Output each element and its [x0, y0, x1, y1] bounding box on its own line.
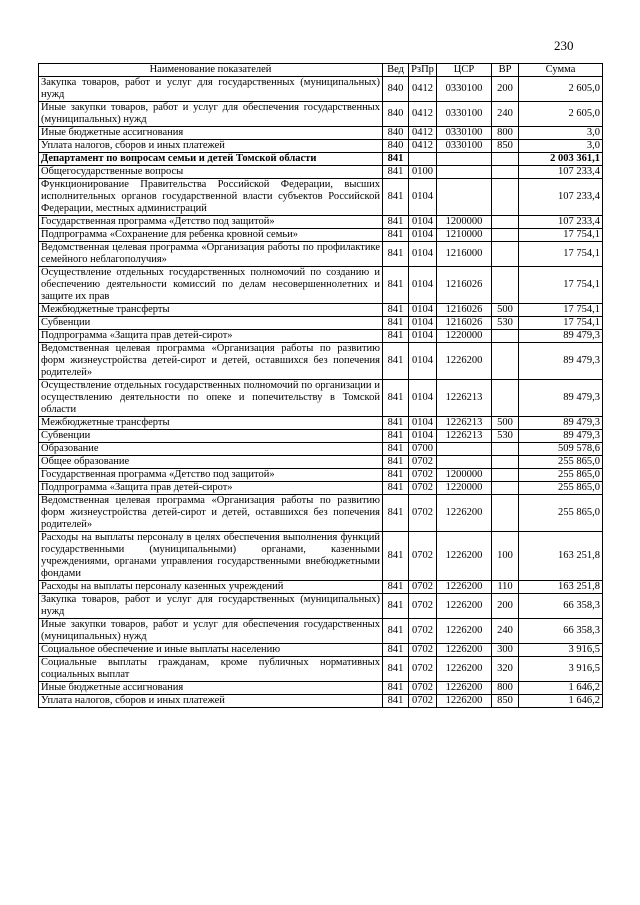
cell-sum: 163 251,8: [519, 532, 603, 581]
cell-csr: 0330100: [437, 127, 492, 140]
cell-sum: 17 754,1: [519, 304, 603, 317]
cell-rzpr: 0104: [409, 242, 437, 267]
cell-rzpr: 0702: [409, 469, 437, 482]
cell-name: Расходы на выплаты персоналу казенных учреждений: [39, 581, 383, 594]
cell-csr: 1210000: [437, 229, 492, 242]
cell-csr: [437, 443, 492, 456]
table-row: [39, 417, 603, 430]
cell-ved: 841: [383, 657, 409, 682]
cell-rzpr: 0702: [409, 482, 437, 495]
cell-ved: 840: [383, 127, 409, 140]
cell-name: Уплата налогов, сборов и иных платежей: [39, 140, 383, 153]
cell-ved: 841: [383, 229, 409, 242]
cell-vr: 240: [492, 102, 519, 127]
cell-ved: 841: [383, 644, 409, 657]
cell-csr: 1220000: [437, 330, 492, 343]
cell-csr: 1226200: [437, 682, 492, 695]
cell-vr: [492, 216, 519, 229]
cell-vr: [492, 380, 519, 417]
cell-rzpr: 0702: [409, 456, 437, 469]
cell-name: Межбюджетные трансферты: [39, 417, 383, 430]
cell-sum: 3 916,5: [519, 657, 603, 682]
cell-ved: 841: [383, 456, 409, 469]
cell-vr: 500: [492, 304, 519, 317]
cell-ved: 841: [383, 443, 409, 456]
table-row: [39, 443, 603, 456]
cell-ved: 841: [383, 179, 409, 216]
cell-name: Социальные выплаты гражданам, кроме публичных нормативных социальных выплат: [39, 657, 383, 682]
table-row: [39, 330, 603, 343]
header-csr: ЦСР: [437, 64, 492, 77]
table-row: [39, 166, 603, 179]
cell-sum: 163 251,8: [519, 581, 603, 594]
cell-ved: 841: [383, 594, 409, 619]
cell-csr: 1226200: [437, 594, 492, 619]
cell-sum: 89 479,3: [519, 343, 603, 380]
page-number: 230: [554, 38, 574, 53]
cell-name: Ведомственная целевая программа «Организация работы по профилактике семейного неблагополучия»: [39, 242, 383, 267]
cell-vr: [492, 482, 519, 495]
table-row: [39, 216, 603, 229]
cell-sum: 2 003 361,1: [519, 153, 603, 166]
header-rzpr: РзПр: [409, 64, 437, 77]
cell-sum: 509 578,6: [519, 443, 603, 456]
cell-name: Образование: [39, 443, 383, 456]
header-ved: Вед: [383, 64, 409, 77]
cell-rzpr: 0104: [409, 330, 437, 343]
cell-ved: 841: [383, 469, 409, 482]
cell-name: Иные закупки товаров, работ и услуг для обеспечения государственных (муниципальных) нужд: [39, 619, 383, 644]
table-row: [39, 532, 603, 581]
cell-vr: 110: [492, 581, 519, 594]
table-row: [39, 682, 603, 695]
cell-rzpr: 0702: [409, 581, 437, 594]
cell-name: Иные закупки товаров, работ и услуг для обеспечения государственных (муниципальных) нужд: [39, 102, 383, 127]
cell-name: Ведомственная целевая программа «Организация работы по развитию форм жизнеустройства детей-сирот и детей, оставшихся без попечения родителей»: [39, 343, 383, 380]
cell-csr: [437, 166, 492, 179]
cell-ved: 841: [383, 216, 409, 229]
cell-ved: 841: [383, 495, 409, 532]
cell-ved: 841: [383, 380, 409, 417]
table-row: [39, 456, 603, 469]
cell-rzpr: 0702: [409, 594, 437, 619]
cell-name: Иные бюджетные ассигнования: [39, 682, 383, 695]
cell-ved: 841: [383, 619, 409, 644]
cell-csr: 1226200: [437, 581, 492, 594]
cell-sum: 89 479,3: [519, 380, 603, 417]
cell-csr: 1226213: [437, 417, 492, 430]
cell-sum: 17 754,1: [519, 317, 603, 330]
cell-ved: 840: [383, 140, 409, 153]
table-row: [39, 594, 603, 619]
cell-ved: 841: [383, 532, 409, 581]
cell-csr: 1226200: [437, 343, 492, 380]
cell-sum: 107 233,4: [519, 166, 603, 179]
cell-vr: [492, 229, 519, 242]
cell-ved: 841: [383, 581, 409, 594]
cell-vr: 200: [492, 77, 519, 102]
cell-csr: 1226213: [437, 380, 492, 417]
cell-ved: 841: [383, 343, 409, 380]
cell-csr: 1226200: [437, 695, 492, 708]
cell-vr: 100: [492, 532, 519, 581]
cell-rzpr: 0104: [409, 380, 437, 417]
cell-vr: 500: [492, 417, 519, 430]
cell-sum: 89 479,3: [519, 430, 603, 443]
cell-ved: 841: [383, 166, 409, 179]
table-row: [39, 644, 603, 657]
cell-sum: 3 916,5: [519, 644, 603, 657]
table-row: [39, 469, 603, 482]
cell-vr: [492, 179, 519, 216]
cell-vr: [492, 456, 519, 469]
cell-sum: 2 605,0: [519, 102, 603, 127]
cell-csr: 1216000: [437, 242, 492, 267]
cell-sum: 17 754,1: [519, 229, 603, 242]
cell-name: Общее образование: [39, 456, 383, 469]
table-row: [39, 304, 603, 317]
table-row: [39, 77, 603, 102]
cell-sum: 107 233,4: [519, 216, 603, 229]
cell-rzpr: 0104: [409, 229, 437, 242]
cell-name: Субвенции: [39, 317, 383, 330]
cell-rzpr: 0702: [409, 644, 437, 657]
cell-rzpr: 0104: [409, 179, 437, 216]
table-row: [39, 657, 603, 682]
cell-sum: 3,0: [519, 127, 603, 140]
cell-csr: 1226200: [437, 644, 492, 657]
table-row: [39, 482, 603, 495]
cell-vr: [492, 166, 519, 179]
cell-sum: 89 479,3: [519, 330, 603, 343]
cell-sum: 255 865,0: [519, 482, 603, 495]
table-row: [39, 102, 603, 127]
cell-ved: 840: [383, 102, 409, 127]
cell-sum: 255 865,0: [519, 456, 603, 469]
cell-vr: [492, 153, 519, 166]
table-row: [39, 140, 603, 153]
cell-rzpr: 0104: [409, 417, 437, 430]
cell-ved: 841: [383, 695, 409, 708]
cell-csr: 1226200: [437, 657, 492, 682]
cell-rzpr: 0104: [409, 317, 437, 330]
cell-csr: 0330100: [437, 102, 492, 127]
cell-vr: 240: [492, 619, 519, 644]
cell-csr: 1226200: [437, 619, 492, 644]
table-row: [39, 179, 603, 216]
table-row: [39, 695, 603, 708]
cell-ved: 841: [383, 330, 409, 343]
cell-csr: 1226213: [437, 430, 492, 443]
table-row: [39, 581, 603, 594]
table-row: [39, 317, 603, 330]
cell-name: Уплата налогов, сборов и иных платежей: [39, 695, 383, 708]
cell-sum: 255 865,0: [519, 469, 603, 482]
cell-name: Ведомственная целевая программа «Организация работы по развитию форм жизнеустройства детей-сирот и детей, оставшихся без попечения родителей»: [39, 495, 383, 532]
cell-vr: 850: [492, 140, 519, 153]
cell-vr: [492, 443, 519, 456]
cell-vr: [492, 343, 519, 380]
cell-sum: 255 865,0: [519, 495, 603, 532]
cell-csr: [437, 179, 492, 216]
cell-vr: 800: [492, 682, 519, 695]
cell-rzpr: 0100: [409, 166, 437, 179]
table-row: [39, 229, 603, 242]
cell-rzpr: 0702: [409, 657, 437, 682]
cell-csr: 1226200: [437, 532, 492, 581]
table-row: [39, 242, 603, 267]
table-row: [39, 380, 603, 417]
cell-csr: 0330100: [437, 77, 492, 102]
cell-rzpr: 0104: [409, 216, 437, 229]
cell-rzpr: 0104: [409, 343, 437, 380]
table-row: [39, 495, 603, 532]
cell-csr: 1216026: [437, 304, 492, 317]
cell-rzpr: 0702: [409, 532, 437, 581]
cell-vr: [492, 267, 519, 304]
cell-sum: 107 233,4: [519, 179, 603, 216]
cell-ved: 841: [383, 482, 409, 495]
cell-rzpr: 0700: [409, 443, 437, 456]
cell-vr: 850: [492, 695, 519, 708]
cell-rzpr: 0104: [409, 304, 437, 317]
cell-name: Осуществление отдельных государственных полномочий по организации и осуществлению деятельности по опеке и попечительству в Томской области: [39, 380, 383, 417]
cell-sum: 66 358,3: [519, 594, 603, 619]
cell-csr: 1226200: [437, 495, 492, 532]
cell-sum: 17 754,1: [519, 267, 603, 304]
cell-ved: 841: [383, 242, 409, 267]
cell-rzpr: 0412: [409, 77, 437, 102]
cell-ved: 841: [383, 317, 409, 330]
cell-vr: 320: [492, 657, 519, 682]
cell-rzpr: 0412: [409, 127, 437, 140]
cell-sum: 1 646,2: [519, 695, 603, 708]
cell-name: Общегосударственные вопросы: [39, 166, 383, 179]
cell-csr: 1200000: [437, 216, 492, 229]
cell-vr: 200: [492, 594, 519, 619]
header-sum: Сумма: [519, 64, 603, 77]
cell-vr: [492, 330, 519, 343]
cell-sum: 3,0: [519, 140, 603, 153]
table-row: [39, 619, 603, 644]
cell-name: Закупка товаров, работ и услуг для государственных (муниципальных) нужд: [39, 77, 383, 102]
cell-ved: 841: [383, 304, 409, 317]
cell-csr: 1200000: [437, 469, 492, 482]
cell-name: Социальное обеспечение и иные выплаты населению: [39, 644, 383, 657]
cell-name: Расходы на выплаты персоналу в целях обеспечения выполнения функций государственными (муниципальными) органами, казенными учреждениями, органами управления государственными внебюджетными фондами: [39, 532, 383, 581]
table-body: [39, 77, 603, 708]
cell-ved: 841: [383, 430, 409, 443]
table-row: [39, 153, 603, 166]
cell-rzpr: [409, 153, 437, 166]
cell-vr: [492, 242, 519, 267]
cell-name: Департамент по вопросам семьи и детей Томской области: [39, 153, 383, 166]
cell-rzpr: 0412: [409, 102, 437, 127]
cell-ved: 841: [383, 417, 409, 430]
cell-name: Подпрограмма «Защита прав детей-сирот»: [39, 330, 383, 343]
cell-name: Осуществление отдельных государственных полномочий по созданию и обеспечению деятельности комиссий по делам несовершеннолетних и защите их прав: [39, 267, 383, 304]
cell-vr: [492, 495, 519, 532]
cell-sum: 66 358,3: [519, 619, 603, 644]
cell-name: Иные бюджетные ассигнования: [39, 127, 383, 140]
cell-rzpr: 0702: [409, 495, 437, 532]
header-vr: ВР: [492, 64, 519, 77]
cell-csr: [437, 456, 492, 469]
cell-name: Функционирование Правительства Российской Федерации, высших исполнительных органов государственной власти субъектов Российской Федерации, местных администраций: [39, 179, 383, 216]
cell-name: Подпрограмма «Сохранение для ребенка кровной семьи»: [39, 229, 383, 242]
cell-csr: 0330100: [437, 140, 492, 153]
cell-name: Подпрограмма «Защита прав детей-сирот»: [39, 482, 383, 495]
cell-rzpr: 0412: [409, 140, 437, 153]
cell-ved: 840: [383, 77, 409, 102]
cell-sum: 1 646,2: [519, 682, 603, 695]
cell-ved: 841: [383, 267, 409, 304]
cell-vr: 530: [492, 430, 519, 443]
cell-vr: 800: [492, 127, 519, 140]
cell-vr: 300: [492, 644, 519, 657]
cell-csr: 1216026: [437, 267, 492, 304]
table-row: [39, 343, 603, 380]
table-row: [39, 127, 603, 140]
cell-rzpr: 0702: [409, 695, 437, 708]
cell-vr: 530: [492, 317, 519, 330]
cell-rzpr: 0702: [409, 619, 437, 644]
cell-sum: 89 479,3: [519, 417, 603, 430]
table-row: [39, 267, 603, 304]
cell-rzpr: 0104: [409, 267, 437, 304]
cell-csr: [437, 153, 492, 166]
cell-name: Государственная программа «Детство под защитой»: [39, 216, 383, 229]
table-header-row: [39, 64, 603, 77]
cell-name: Государственная программа «Детство под защитой»: [39, 469, 383, 482]
cell-csr: 1220000: [437, 482, 492, 495]
cell-ved: 841: [383, 153, 409, 166]
cell-rzpr: 0702: [409, 682, 437, 695]
cell-csr: 1216026: [437, 317, 492, 330]
cell-name: Межбюджетные трансферты: [39, 304, 383, 317]
cell-name: Субвенции: [39, 430, 383, 443]
budget-table: [38, 63, 603, 708]
table-row: [39, 430, 603, 443]
cell-vr: [492, 469, 519, 482]
cell-sum: 17 754,1: [519, 242, 603, 267]
header-name: Наименование показателей: [39, 64, 383, 77]
cell-ved: 841: [383, 682, 409, 695]
cell-name: Закупка товаров, работ и услуг для государственных (муниципальных) нужд: [39, 594, 383, 619]
cell-sum: 2 605,0: [519, 77, 603, 102]
cell-rzpr: 0104: [409, 430, 437, 443]
